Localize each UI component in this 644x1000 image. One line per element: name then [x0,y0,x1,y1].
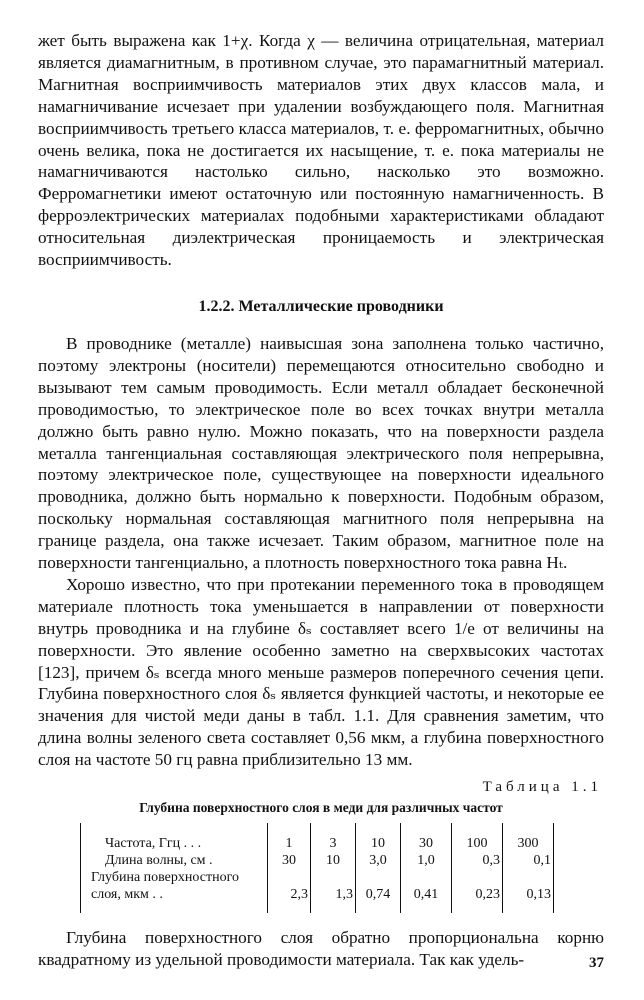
table-cell: 3 [311,823,356,852]
table-title: Глубина поверхностного слоя в меди для различных частот [139,800,503,816]
skin-depth-table [80,823,554,913]
table-cell: 30 [401,823,452,852]
row-label: Глубина поверхностного слоя, мкм . . [81,869,268,913]
table-cell: 0,1 [503,852,554,869]
table-cell: 100 [452,823,503,852]
table-cell: 0,23 [452,869,503,913]
page-number: 37 [589,955,604,971]
paragraph-conductor: В проводнике (металле) наивысшая зона заполнена только частично, поэтому электроны (носители) перемещаются относительно свободно и вызывают тем самым проводимость. Если металл обладает бесконечной проводимостью, то электрическое поле во всех точках внутри металла должно быть равно нулю. Можно показать, что на поверхности раздела металла тангенциальная составляющая электрического поля непрерывна, поэтому электрическое поле, существующее на поверхности идеального проводника, должно быть нормально к поверхности. Подобным образом, поскольку нормальная составляющая магнитного поля непрерывна на границе раздела, она также исчезает. Таким образом, магнитное поле на поверхности тангенциально, а плотность поверхностного тока равна Hₜ. [38,333,604,573]
table-cell: 0,13 [503,869,554,913]
section-heading: 1.2.2. Металлические проводники [198,297,444,315]
table-cell: 1,3 [311,869,356,913]
book-page [38,30,604,971]
table-caption: Таблица 1.1 [482,779,602,796]
table-cell: 0,3 [452,852,503,869]
table-row [81,869,554,913]
table-cell: 1,0 [401,852,452,869]
table-cell: 0,74 [356,869,401,913]
table-cell: 1 [268,823,311,852]
row-label: Частота, Ггц . . . [81,823,268,852]
table-cell: 3,0 [356,852,401,869]
table-cell: 0,41 [401,869,452,913]
table-cell: 2,3 [268,869,311,913]
paragraph-skin-effect: Хорошо известно, что при протекании переменного тока в проводящем материале плотность тока уменьшается в направлении от поверхности внутрь проводника и на глубине δₛ составляет всего 1/e от величины на поверхности. Это явление особенно заметно на сверхвысоких частотах [123], причем δₛ всегда много меньше размеров поперечного сечения цепи. Глубина поверхностного слоя δₛ является функцией частоты, и некоторые ее значения для чистой меди даны в табл. 1.1. Для сравнения заметим, что длина волны зеленого света составляет 0,56 мкм, а глубина поверхностного слоя на частоте 50 гц равна приблизительно 13 мм. [38,574,604,770]
table-cell: 300 [503,823,554,852]
table-cell: 10 [311,852,356,869]
table-cell: 30 [268,852,311,869]
row-label: Длина волны, см . [81,852,268,869]
table-row [81,823,554,852]
table-cell: 10 [356,823,401,852]
paragraph-intro: жет быть выражена как 1+χ. Когда χ — величина отрицательная, материал является диамагнитным, в противном случае, это парамагнитный материал. Магнитная восприимчивость материалов этих двух классов мала, и намагничивание исчезает при удалении возбуждающего поля. Магнитная восприимчивость третьего класса материалов, т. е. ферромагнитных, обычно очень велика, пока не достигается их насыщение, т. е. пока материалы не намагничиваются настолько сильно, насколько это возможно. Ферромагнетики имеют остаточную или постоянную намагниченность. В ферроэлектрических материалах подобными характеристиками обладают относительная диэлектрическая проницаемость и электрическая восприимчивость. [38,31,604,270]
table-row [81,852,554,869]
paragraph-conductivity: Глубина поверхностного слоя обратно пропорциональна корню квадратному из удельной проводимости материала. Так как удель- [38,928,604,969]
